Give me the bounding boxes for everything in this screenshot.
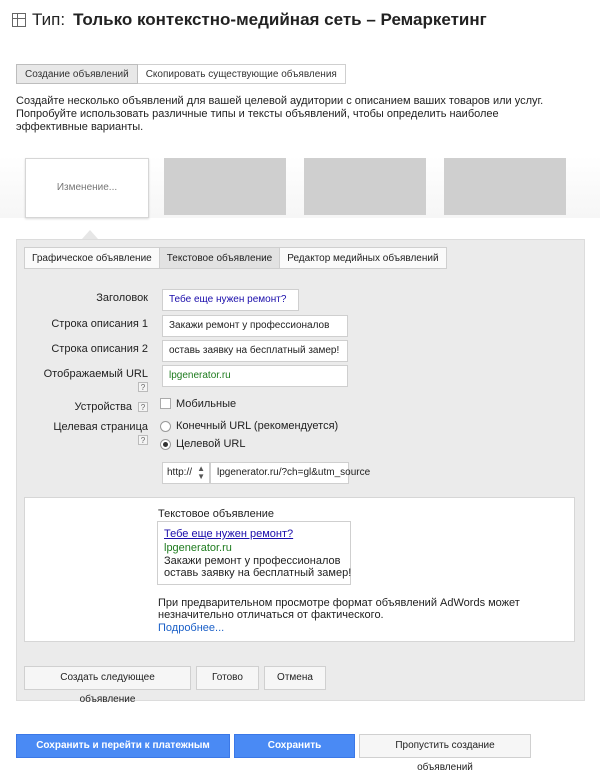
tab-image-ad[interactable]: Графическое объявление [24, 247, 160, 269]
protocol-value: http:// [167, 467, 193, 478]
destination-url-option-label: Целевой URL [176, 438, 246, 450]
headline-label: Заголовок [96, 292, 148, 304]
destination-url-radio[interactable] [160, 439, 171, 450]
create-ads-toggle[interactable]: Создание объявлений [16, 64, 138, 84]
preview-disclaimer: При предварительном просмотре формат объявлений AdWords может незначительно отличаться от фактического. [158, 597, 520, 621]
protocol-select[interactable] [162, 462, 210, 484]
ad-variant-placeholder[interactable] [164, 158, 286, 215]
ad-variant-placeholder[interactable] [304, 158, 426, 215]
final-url-radio[interactable] [160, 421, 171, 432]
ad-variant-label: Изменение... [56, 182, 118, 193]
cancel-button[interactable]: Отмена [264, 666, 326, 690]
mobile-label: Мобильные [176, 398, 237, 410]
create-next-ad-button[interactable]: Создать следующее объявление [24, 666, 191, 690]
description-line-1-label: Строка описания 1 [51, 318, 148, 330]
devices-label: Устройства [74, 401, 132, 413]
ad-type-tabs [24, 247, 447, 269]
copy-ads-toggle[interactable]: Скопировать существующие объявления [138, 64, 346, 84]
save-ads-button[interactable]: Сохранить объявления [234, 734, 355, 758]
skip-ads-button[interactable]: Пропустить создание объявлений [359, 734, 531, 758]
ad-variant-placeholder[interactable] [444, 158, 566, 215]
learn-more-link[interactable]: Подробнее... [158, 622, 225, 634]
ad-preview-line-1: Закажи ремонт у профессионалов [164, 555, 341, 567]
destination-url-input[interactable]: lpgenerator.ru/?ch=gl&utm_source [210, 462, 349, 484]
preview-title: Текстовое объявление [158, 508, 275, 520]
mode-toggle [16, 64, 346, 84]
description-line-1-input[interactable]: Закажи ремонт у профессионалов [162, 315, 348, 337]
ad-preview-line-2: оставь заявку на бесплатный замер! [164, 567, 352, 579]
headline-input[interactable]: Тебе еще нужен ремонт? [162, 289, 299, 311]
campaign-type-icon [12, 13, 26, 27]
save-and-continue-button[interactable]: Сохранить и перейти к платежным данным [16, 734, 230, 758]
devices-help-icon[interactable]: ? [138, 402, 148, 412]
landing-page-help-icon[interactable]: ? [138, 435, 148, 445]
tab-display-ad-builder[interactable]: Редактор медийных объявлений [280, 247, 446, 269]
selection-pointer [82, 230, 98, 239]
description-line-2-input[interactable]: оставь заявку на бесплатный замер! [162, 340, 348, 362]
done-button[interactable]: Готово [196, 666, 259, 690]
page-title: Только контекстно-медийная сеть – Ремаркетинг [73, 10, 487, 29]
type-label: Тип: [32, 10, 66, 29]
ad-preview-url: lpgenerator.ru [164, 542, 232, 554]
tab-text-ad[interactable]: Текстовое объявление [160, 247, 281, 269]
mobile-checkbox[interactable] [160, 398, 171, 409]
ad-preview-headline[interactable]: Тебе еще нужен ремонт? [164, 528, 294, 540]
display-url-help-icon[interactable]: ? [138, 382, 148, 392]
description-line-2-label: Строка описания 2 [51, 343, 148, 355]
final-url-option-label: Конечный URL (рекомендуется) [176, 420, 339, 432]
display-url-input[interactable]: lpgenerator.ru [162, 365, 348, 387]
display-url-label: Отображаемый URL [43, 368, 148, 380]
select-arrows-icon: ▲ ▼ [197, 464, 205, 481]
page-header [12, 10, 487, 30]
ad-variant-selected[interactable] [25, 158, 149, 218]
intro-text: Создайте несколько объявлений для вашей целевой аудитории с описанием ваших товаров или услуг. Попробуйте использовать различные типы и тексты объявлений, чтобы определить наиболее эффективные варианты. [16, 95, 544, 133]
landing-page-label: Целевая страница [53, 421, 148, 433]
